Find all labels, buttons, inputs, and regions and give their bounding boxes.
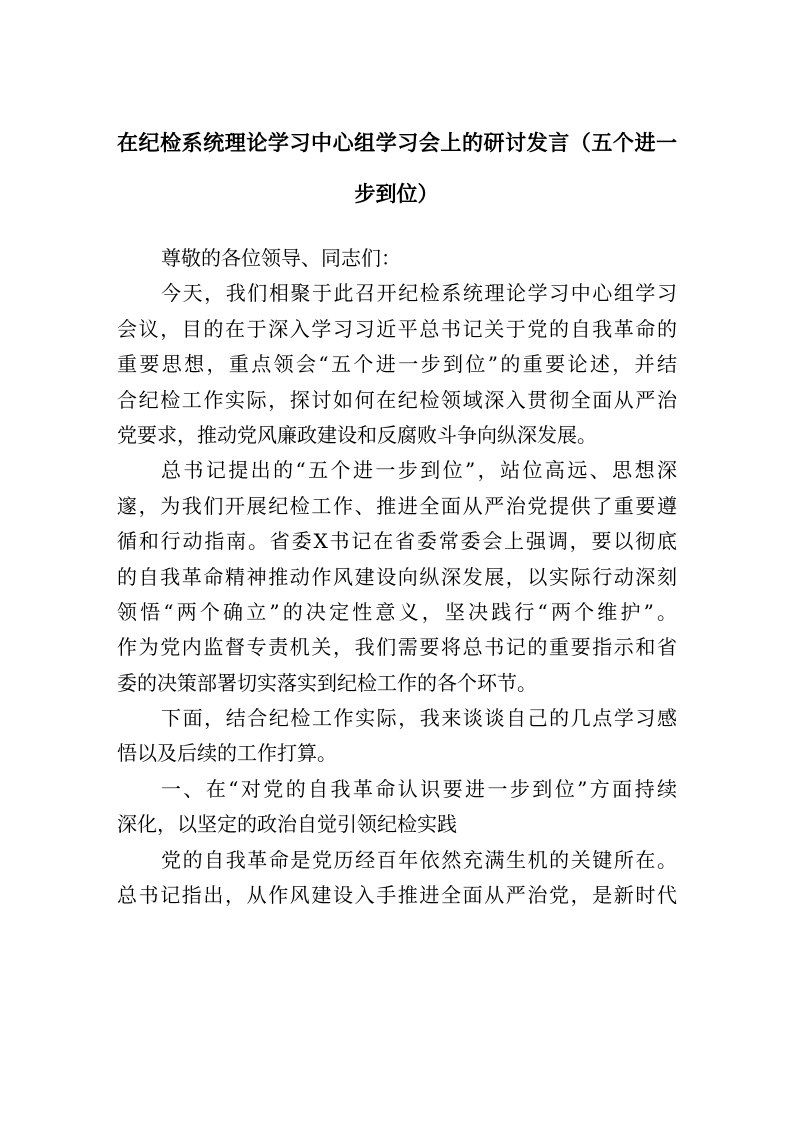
text-line: 领悟“两个确立”的决定性意义，坚决践行“两个维护”。 xyxy=(117,599,677,624)
document-title-line-1: 在纪检系统理论学习中心组学习会上的研讨发言（五个进一 xyxy=(117,130,677,155)
text-line: 深化，以坚定的政治自觉引领纪检实践 xyxy=(117,812,457,837)
text-line: 总书记提出的“五个进一步到位”，站位高远、思想深 xyxy=(161,458,677,483)
text-line: 悟以及后续的工作打算。 xyxy=(117,741,337,766)
text-line: 重要思想，重点领会“五个进一步到位”的重要论述，并结 xyxy=(117,352,677,377)
document-body xyxy=(117,241,677,913)
text-line: 合纪检工作实际，探讨如何在纪检领域深入贯彻全面从严治 xyxy=(117,387,677,412)
text-line: 委的决策部署切实落实到纪检工作的各个环节。 xyxy=(117,670,537,695)
text-line: 作为党内监督专责机关，我们需要将总书记的重要指示和省 xyxy=(117,635,677,660)
text-line: 党要求，推动党风廉政建设和反腐败斗争向纵深发展。 xyxy=(117,422,597,447)
text-line: 一、在“对党的自我革命认识要进一步到位”方面持续 xyxy=(161,776,677,801)
document-title-line-2: 步到位） xyxy=(354,181,439,206)
text-line: 党的自我革命是党历经百年依然充满生机的关键所在。 xyxy=(161,847,677,872)
text-line: 循和行动指南。省委X书记在省委常委会上强调，要以彻底 xyxy=(117,529,677,554)
text-line: 总书记指出，从作风建设入手推进全面从严治党，是新时代 xyxy=(117,883,677,908)
text-line: 尊敬的各位领导、同志们： xyxy=(161,246,401,270)
text-line: 今天，我们相聚于此召开纪检系统理论学习中心组学习 xyxy=(161,281,677,306)
text-line: 会议，目的在于深入学习习近平总书记关于党的自我革命的 xyxy=(117,316,677,341)
text-line: 下面，结合纪检工作实际，我来谈谈自己的几点学习感 xyxy=(161,706,677,731)
text-line: 的自我革命精神推动作风建设向纵深发展，以实际行动深刻 xyxy=(117,564,677,589)
text-line: 邃，为我们开展纪检工作、推进全面从严治党提供了重要遵 xyxy=(117,493,677,518)
